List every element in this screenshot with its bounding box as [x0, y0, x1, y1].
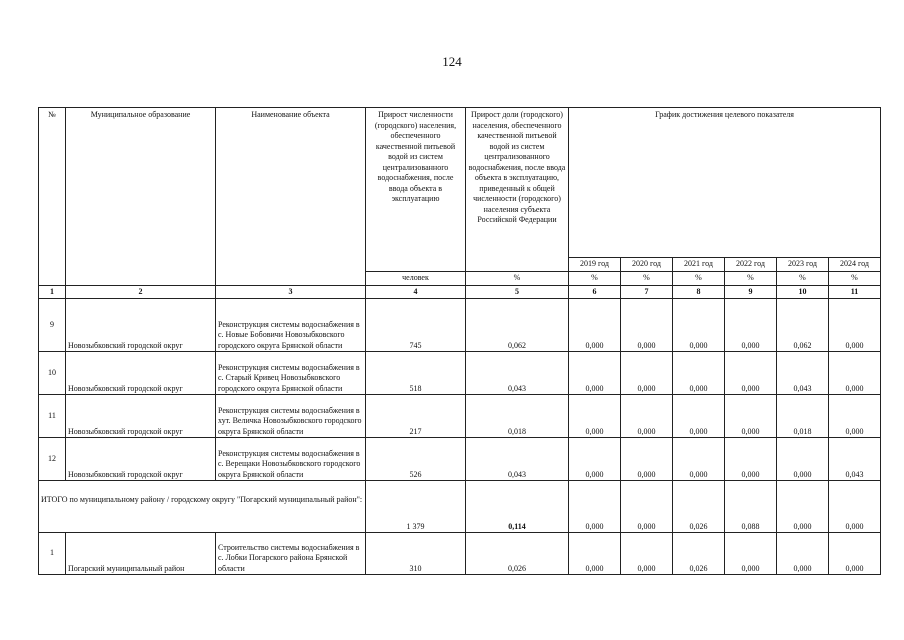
total-people: 1 379: [366, 481, 466, 533]
unit-percent: %: [777, 272, 829, 286]
unit-percent: %: [673, 272, 725, 286]
col-number: 8: [673, 286, 725, 299]
row-share: 0,043: [466, 438, 569, 481]
total-label: [39, 481, 366, 533]
table-row: [39, 395, 881, 438]
header-num: №: [39, 108, 66, 286]
row-object: Реконструкция системы водоснабжения в с. Новые Бобовичи Новозыбковского городского округа Брянской области: [216, 299, 366, 352]
row-year-value: 0,000: [569, 395, 621, 438]
col-number: 3: [216, 286, 366, 299]
row-year-value: 0,000: [725, 299, 777, 352]
row-year-value: 0,000: [725, 438, 777, 481]
unit-percent: %: [466, 272, 569, 286]
row-municipality: Новозыбковский городской округ: [66, 352, 216, 395]
row-people: 745: [366, 299, 466, 352]
row-num: 11: [39, 395, 66, 438]
table-row: [39, 438, 881, 481]
header-year: 2024 год: [829, 258, 881, 272]
row-year-value: 0,000: [673, 299, 725, 352]
row-year-value: 0,000: [621, 352, 673, 395]
row-object: Реконструкция системы водоснабжения в с. Верещаки Новозыбковского городского округа Брянской области: [216, 438, 366, 481]
col-number: 5: [466, 286, 569, 299]
row-num: 9: [39, 299, 66, 352]
row-num: 10: [39, 352, 66, 395]
row-year-value: 0,000: [569, 438, 621, 481]
row-year-value: 0,000: [673, 395, 725, 438]
row-year-value: 0,043: [829, 438, 881, 481]
total-year-value: 0,000: [569, 481, 621, 533]
header-object: Наименование объекта: [216, 108, 366, 286]
row-year-value: 0,000: [777, 533, 829, 575]
header-year: 2023 год: [777, 258, 829, 272]
unit-percent: %: [725, 272, 777, 286]
row-share: 0,043: [466, 352, 569, 395]
row-year-value: 0,000: [777, 438, 829, 481]
col-number: 4: [366, 286, 466, 299]
total-year-value: 0,000: [621, 481, 673, 533]
col-number: 9: [725, 286, 777, 299]
row-people: 518: [366, 352, 466, 395]
row-year-value: 0,000: [829, 299, 881, 352]
row-municipality: Новозыбковский городской округ: [66, 299, 216, 352]
row-year-value: 0,000: [725, 352, 777, 395]
row-object: Реконструкция системы водоснабжения в с. Старый Кривец Новозыбковского городского округа Брянской области: [216, 352, 366, 395]
col-number: 2: [66, 286, 216, 299]
row-num: 12: [39, 438, 66, 481]
total-row: [39, 481, 881, 533]
table-row: [39, 299, 881, 352]
header-year: 2022 год: [725, 258, 777, 272]
row-object: Строительство системы водоснабжения в с. Лобки Погарского района Брянской области: [216, 533, 366, 575]
header-municipality: Муниципальное образование: [66, 108, 216, 286]
row-num: 1: [39, 533, 66, 575]
header-share-growth: Прирост доли (городского) населения, обеспеченного качественной питьевой водой из систем централизованного водоснабжения, после ввода объекта в эксплуатацию, приведенный к общей численности (городского) населения субъекта Российской Федерации: [466, 108, 569, 272]
total-label-text: ИТОГО по муниципальному району / городскому округу "Погарский муниципальный район":: [41, 495, 363, 504]
header-year: 2021 год: [673, 258, 725, 272]
col-number: 11: [829, 286, 881, 299]
total-year-value: 0,088: [725, 481, 777, 533]
row-year-value: 0,000: [569, 352, 621, 395]
row-share: 0,062: [466, 299, 569, 352]
unit-percent: %: [569, 272, 621, 286]
row-year-value: 0,062: [777, 299, 829, 352]
row-people: 526: [366, 438, 466, 481]
row-year-value: 0,000: [673, 352, 725, 395]
row-year-value: 0,000: [673, 438, 725, 481]
col-number: 6: [569, 286, 621, 299]
row-year-value: 0,000: [621, 533, 673, 575]
row-share: 0,026: [466, 533, 569, 575]
row-year-value: 0,000: [621, 438, 673, 481]
row-year-value: 0,000: [725, 533, 777, 575]
col-number: 10: [777, 286, 829, 299]
row-year-value: 0,000: [829, 352, 881, 395]
header-year: 2019 год: [569, 258, 621, 272]
unit-people: человек: [366, 272, 466, 286]
header-year: 2020 год: [621, 258, 673, 272]
col-number: 7: [621, 286, 673, 299]
total-year-value: 0,000: [829, 481, 881, 533]
total-share: 0,114: [466, 481, 569, 533]
table-row: [39, 352, 881, 395]
row-year-value: 0,026: [673, 533, 725, 575]
row-year-value: 0,000: [829, 395, 881, 438]
row-people: 310: [366, 533, 466, 575]
row-year-value: 0,043: [777, 352, 829, 395]
row-people: 217: [366, 395, 466, 438]
unit-percent: %: [829, 272, 881, 286]
total-year-value: 0,026: [673, 481, 725, 533]
row-year-value: 0,000: [569, 299, 621, 352]
header-pop-growth: Прирост численности (городского) населения, обеспеченного качественной питьевой водой из систем централизованного водоснабжения, после ввода объекта в эксплуатацию: [366, 108, 466, 272]
table-row: [39, 533, 881, 575]
row-year-value: 0,000: [829, 533, 881, 575]
row-year-value: 0,000: [621, 395, 673, 438]
unit-percent: %: [621, 272, 673, 286]
row-year-value: 0,018: [777, 395, 829, 438]
row-year-value: 0,000: [621, 299, 673, 352]
row-year-value: 0,000: [569, 533, 621, 575]
target-indicator-table: [38, 107, 881, 575]
header-schedule: График достижения целевого показателя: [569, 108, 881, 258]
row-share: 0,018: [466, 395, 569, 438]
row-municipality: Новозыбковский городской округ: [66, 395, 216, 438]
page-number: 124: [442, 54, 462, 69]
row-year-value: 0,000: [725, 395, 777, 438]
row-municipality: Новозыбковский городской округ: [66, 438, 216, 481]
total-year-value: 0,000: [777, 481, 829, 533]
col-number: 1: [39, 286, 66, 299]
row-object: Реконструкция системы водоснабжения в хут. Величка Новозыбковского городского округа Брянской области: [216, 395, 366, 438]
row-municipality: Погарский муниципальный район: [66, 533, 216, 575]
